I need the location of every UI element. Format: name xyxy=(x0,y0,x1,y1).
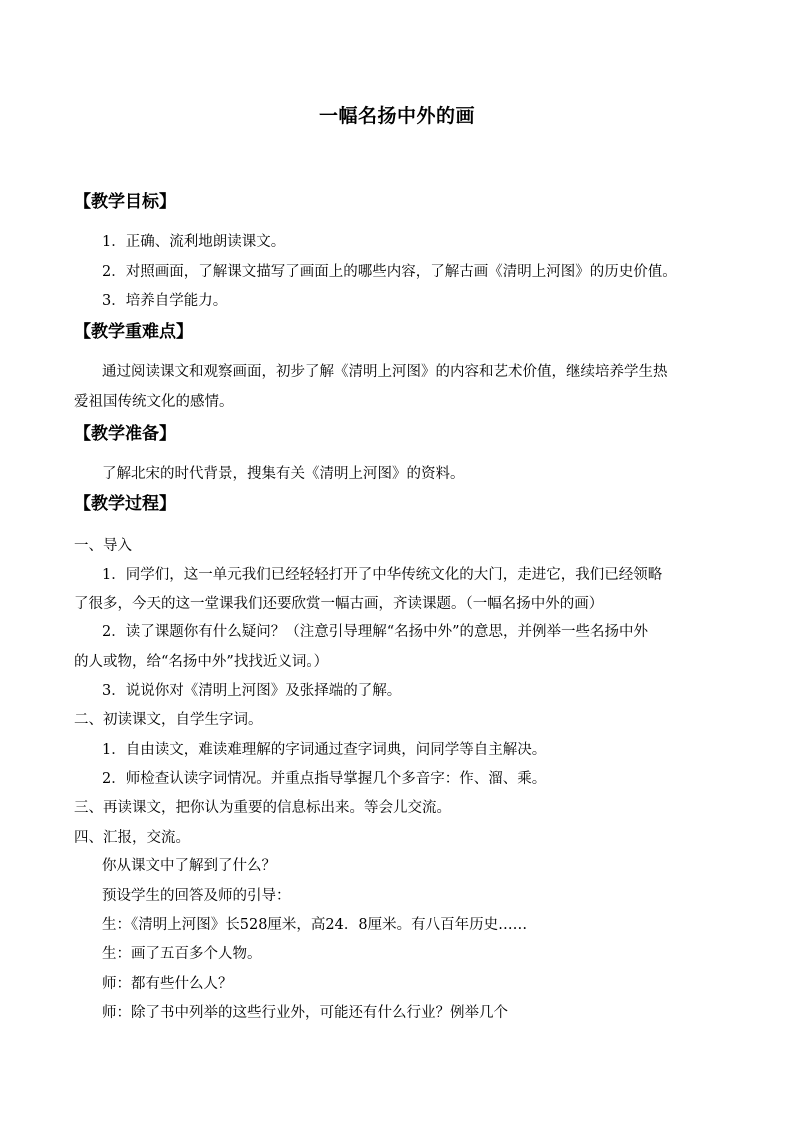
document-title: 一幅名扬中外的画 xyxy=(318,105,475,127)
process-text: 1．自由读文，难读难理解的字词通过查字词典，问同学等自主解决。 xyxy=(102,742,547,758)
process-text: 生：《清明上河图》长528厘米，高24．8厘米。有八百年历史…… xyxy=(102,917,528,933)
process-text: 3．说说你对《清明上河图》及张择端的了解。 xyxy=(102,683,402,699)
preparation-text: 了解北宋的时代背景，搜集有关《清明上河图》的资料。 xyxy=(102,466,465,482)
heading-preparation: 【教学准备】 xyxy=(74,424,176,444)
keypoints-text: 通过阅读课文和观察画面，初步了解《清明上河图》的内容和艺术价值，继续培养学生热 xyxy=(102,364,668,380)
objective-item: 3．培养自学能力。 xyxy=(102,293,228,309)
heading-process: 【教学过程】 xyxy=(74,494,176,514)
process-text: 1．同学们，这一单元我们已经轻轻打开了中华传统文化的大门，走进它，我们已经领略 xyxy=(102,567,663,583)
process-text: 了很多，今天的这一堂课我们还要欣赏一幅古画，齐读课题。（一幅名扬中外的画） xyxy=(74,596,604,612)
heading-objectives: 【教学目标】 xyxy=(74,192,176,212)
keypoints-text: 爱祖国传统文化的感情。 xyxy=(74,394,234,410)
process-text: 生：画了五百多个人物。 xyxy=(102,946,262,962)
section-title: 四、汇报，交流。 xyxy=(74,830,190,846)
objective-item: 2．对照画面，了解课文描写了画面上的哪些内容，了解古画《清明上河图》的历史价值。 xyxy=(102,264,677,280)
process-text: 预设学生的回答及师的引导： xyxy=(102,888,291,904)
process-text: 师：除了书中列举的这些行业外，可能还有什么行业？例举几个 xyxy=(102,1005,508,1021)
section-title: 二、初读课文，自学生字词。 xyxy=(74,712,263,728)
process-text: 2．师检查认读字词情况。并重点指导掌握几个多音字：作、溜、乘。 xyxy=(102,771,547,787)
process-text: 的人或物，给“名扬中外”找找近义词。） xyxy=(74,654,329,670)
section-title: 一、导入 xyxy=(74,538,132,554)
process-text: 师：都有些什么人？ xyxy=(102,976,233,992)
heading-keypoints: 【教学重难点】 xyxy=(74,322,193,342)
process-text: 你从课文中了解到了什么？ xyxy=(102,858,276,874)
objective-item: 1．正确、流利地朗读课文。 xyxy=(102,234,286,250)
process-text: 2．读了课题你有什么疑问？（注意引导理解“名扬中外”的意思，并例举一些名扬中外 xyxy=(102,624,649,640)
section-title: 三、再读课文，把你认为重要的信息标出来。等会儿交流。 xyxy=(74,800,451,816)
